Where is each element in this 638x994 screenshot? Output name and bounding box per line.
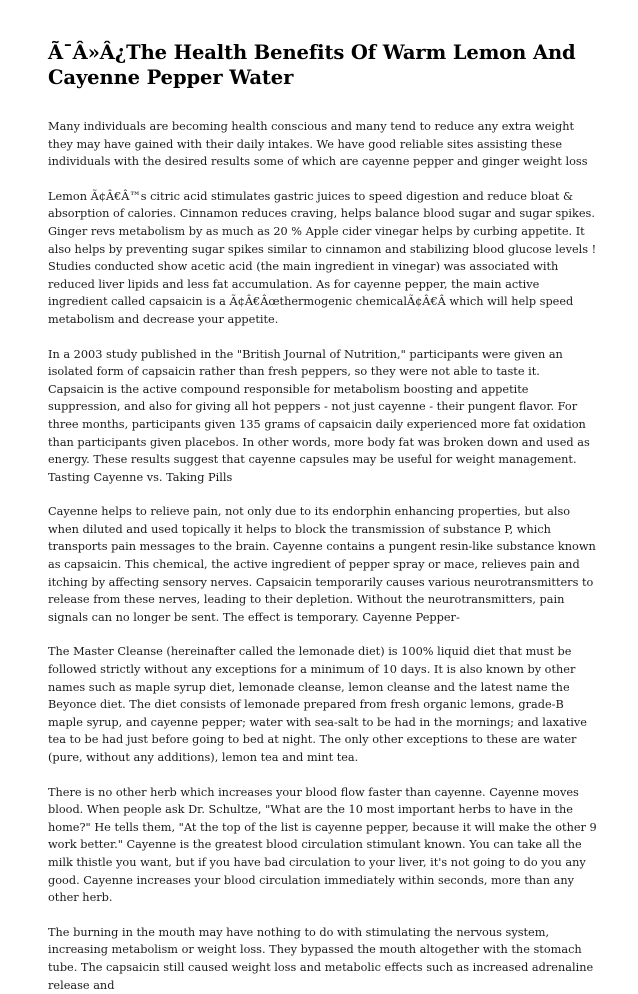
paragraph-pain-relief: Cayenne helps to relieve pain, not only due to its endorphin enhancing properties, but also when diluted and used topically it helps to block the transmission of substance P, which transports pain messages to the brain. Cayenne contains a pungent resin-like substance known as capsaicin. This chemical, the active ingredient of pepper spray or mace, relieves pain and itching by affecting sensory nerves. Capsaicin temporarily causes various neurotransmitters to release from these nerves, leading to their depletion. Without the neurotransmitters, pain signals can no longer be sent. The effect is temporary. Cayenne Pepper-	[48, 505, 596, 624]
paragraph-2003-study: In a 2003 study published in the "British Journal of Nutrition," participants were given an isolated form of capsaicin rather than fresh peppers, so they were not able to taste it. Capsaicin is the active compound responsible for metabolism boosting and appetite suppression, and also for giving all hot peppers - not just cayenne - their pungent flavor. For three months, participants given 135 grams of capsaicin daily experienced more fat oxidation than participants given placebos. In other words, more body fat was broken down and used as energy. These results suggest that cayenne capsules may be useful for weight management. Tasting Cayenne vs. Taking Pills	[48, 347, 590, 484]
page-title: Ã¯Â»Â¿The Health Benefits Of Warm Lemon And Cayenne Pepper Water	[48, 41, 576, 89]
paragraph-master-cleanse: The Master Cleanse (hereinafter called the lemonade diet) is 100% liquid diet that must be followed strictly without any exceptions for a minimum of 10 days. It is also known by other names such as maple syrup diet, lemonade cleanse, lemon cleanse and the latest name the Beyonce diet. The diet consists of lemonade prepared from fresh organic lemons, grade-B maple syrup, and cayenne pepper; water with sea-salt to be had in the mornings; and laxative tea to be had just before going to bed at night. The only other exceptions to these are water (pure, without any additions), lemon tea and mint tea.	[48, 645, 587, 764]
paragraph-burning-mouth: The burning in the mouth may have nothing to do with stimulating the nervous system, increasing metabolism or weight loss. They bypassed the mouth altogether with the stomach tube. The capsaicin still caused weight loss and metabolic effects such as increased adrenaline release and	[48, 925, 594, 992]
paragraph-intro: Many individuals are becoming health conscious and many tend to reduce any extra weight they may have gained with their daily intakes. We have good reliable sites assisting these individuals with the desired results some of which are cayenne pepper and ginger weight loss	[48, 120, 588, 169]
paragraph-lemon-ingredients: Lemon Ã¢Â€Â™s citric acid stimulates gastric juices to speed digestion and reduce bloat & absorption of calories. Cinnamon reduces craving, helps balance blood sugar and sugar spikes. Ginger revs metabolism by as much as 20 % Apple cider vinegar helps by curbing appetite. It also helps by preventing sugar spikes similar to cinnamon and stabilizing blood glucose levels ! Studies conducted show acetic acid (the main ingredient in vinegar) was associated with reduced liver lipids and less fat accumulation. As for cayenne pepper, the main active ingredient called capsaicin is a Ã¢Â€Âœthermogenic chemicalÃ¢Â€Â which will help speed metabolism and decrease your appetite.	[48, 189, 597, 326]
paragraph-blood-circulation: There is no other herb which increases your blood flow faster than cayenne. Cayenne moves blood. When people ask Dr. Schultze, "What are the 10 most important herbs to have in the home?" He tells them, "At the top of the list is cayenne pepper, because it will make the other 9 work better." Cayenne is the greatest blood circulation stimulant known. You can take all the milk thistle you want, but if you have bad circulation to your liver, it's not going to do you any good. Cayenne increases your blood circulation immediately within seconds, more than any other herb.	[48, 785, 597, 905]
